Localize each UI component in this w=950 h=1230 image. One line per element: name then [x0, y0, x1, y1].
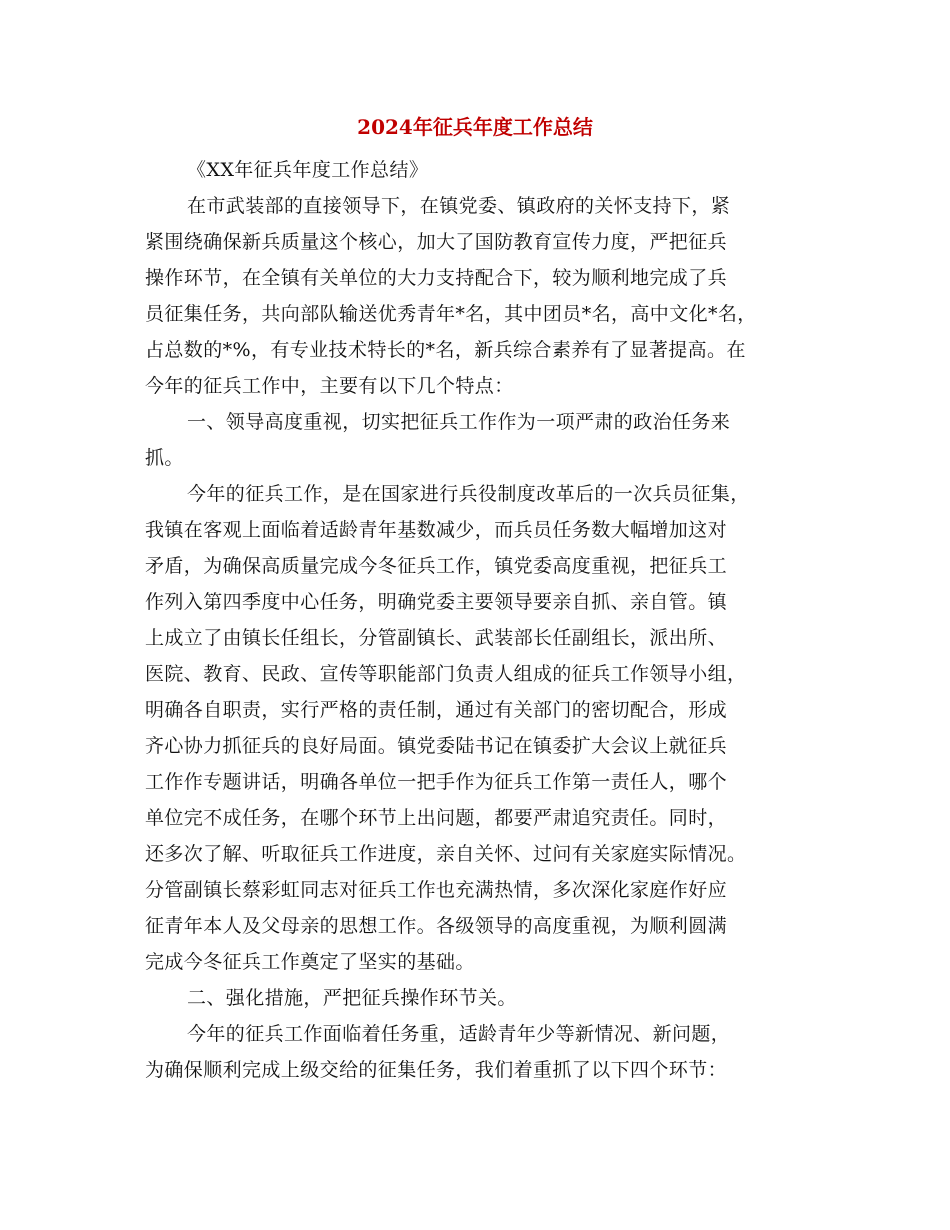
text-line: 矛盾，为确保高质量完成今冬征兵工作，镇党委高度重视，把征兵工	[145, 555, 728, 577]
text-line: 工作作专题讲话，明确各单位一把手作为征兵工作第一责任人，哪个	[145, 771, 728, 793]
document-body	[145, 152, 811, 1088]
text-line: 抓。	[145, 447, 184, 469]
text-line: 齐心协力抓征兵的良好局面。镇党委陆书记在镇委扩大会议上就征兵	[145, 735, 728, 757]
text-line: 作列入第四季度中心任务，明确党委主要领导要亲自抓、亲自管。镇	[145, 591, 728, 613]
text-line: 今年的征兵工作中，主要有以下几个特点：	[145, 375, 514, 397]
text-line: 今年的征兵工作，是在国家进行兵役制度改革后的一次兵员征集，	[187, 483, 750, 505]
text-line: 上成立了由镇长任组长，分管副镇长、武装部长任副组长，派出所、	[145, 627, 728, 649]
text-line: 二、强化措施，严把征兵操作环节关。	[187, 987, 517, 1009]
text-line: 征青年本人及父母亲的思想工作。各级领导的高度重视，为顺利圆满	[145, 915, 728, 937]
text-line: 分管副镇长蔡彩虹同志对征兵工作也充满热情，多次深化家庭作好应	[145, 879, 728, 901]
text-line: 员征集任务，共向部队输送优秀青年*名，其中团员*名，高中文化*名，	[145, 303, 757, 325]
text-line: 医院、教育、民政、宣传等职能部门负责人组成的征兵工作领导小组，	[145, 663, 747, 685]
text-line: 一、领导高度重视，切实把征兵工作作为一项严肃的政治任务来	[187, 411, 731, 433]
text-line: 今年的征兵工作面临着任务重，适龄青年少等新情况、新问题，	[187, 1023, 731, 1045]
document-title: 2024年征兵年度工作总结	[357, 115, 593, 139]
text-line: 在市武装部的直接领导下，在镇党委、镇政府的关怀支持下，紧	[187, 195, 731, 217]
text-line: 占总数的*%，有专业技术特长的*名，新兵综合素养有了显著提高。在	[145, 339, 746, 361]
text-line: 《XX年征兵年度工作总结》	[187, 159, 429, 181]
text-line: 还多次了解、听取征兵工作进度，亲自关怀、过问有关家庭实际情况。	[145, 843, 747, 865]
text-line: 单位完不成任务，在哪个环节上出问题，都要严肃追究责任。同时，	[145, 807, 728, 829]
text-line: 我镇在客观上面临着适龄青年基数减少，而兵员任务数大幅增加这对	[145, 519, 728, 541]
text-line: 操作环节，在全镇有关单位的大力支持配合下，较为顺利地完成了兵	[145, 267, 728, 289]
text-line: 紧围绕确保新兵质量这个核心，加大了国防教育宣传力度，严把征兵	[145, 231, 728, 253]
text-line: 为确保顺利完成上级交给的征集任务，我们着重抓了以下四个环节：	[145, 1059, 728, 1081]
text-line: 完成今冬征兵工作奠定了坚实的基础。	[145, 951, 475, 973]
text-line: 明确各自职责，实行严格的责任制，通过有关部门的密切配合，形成	[145, 699, 728, 721]
